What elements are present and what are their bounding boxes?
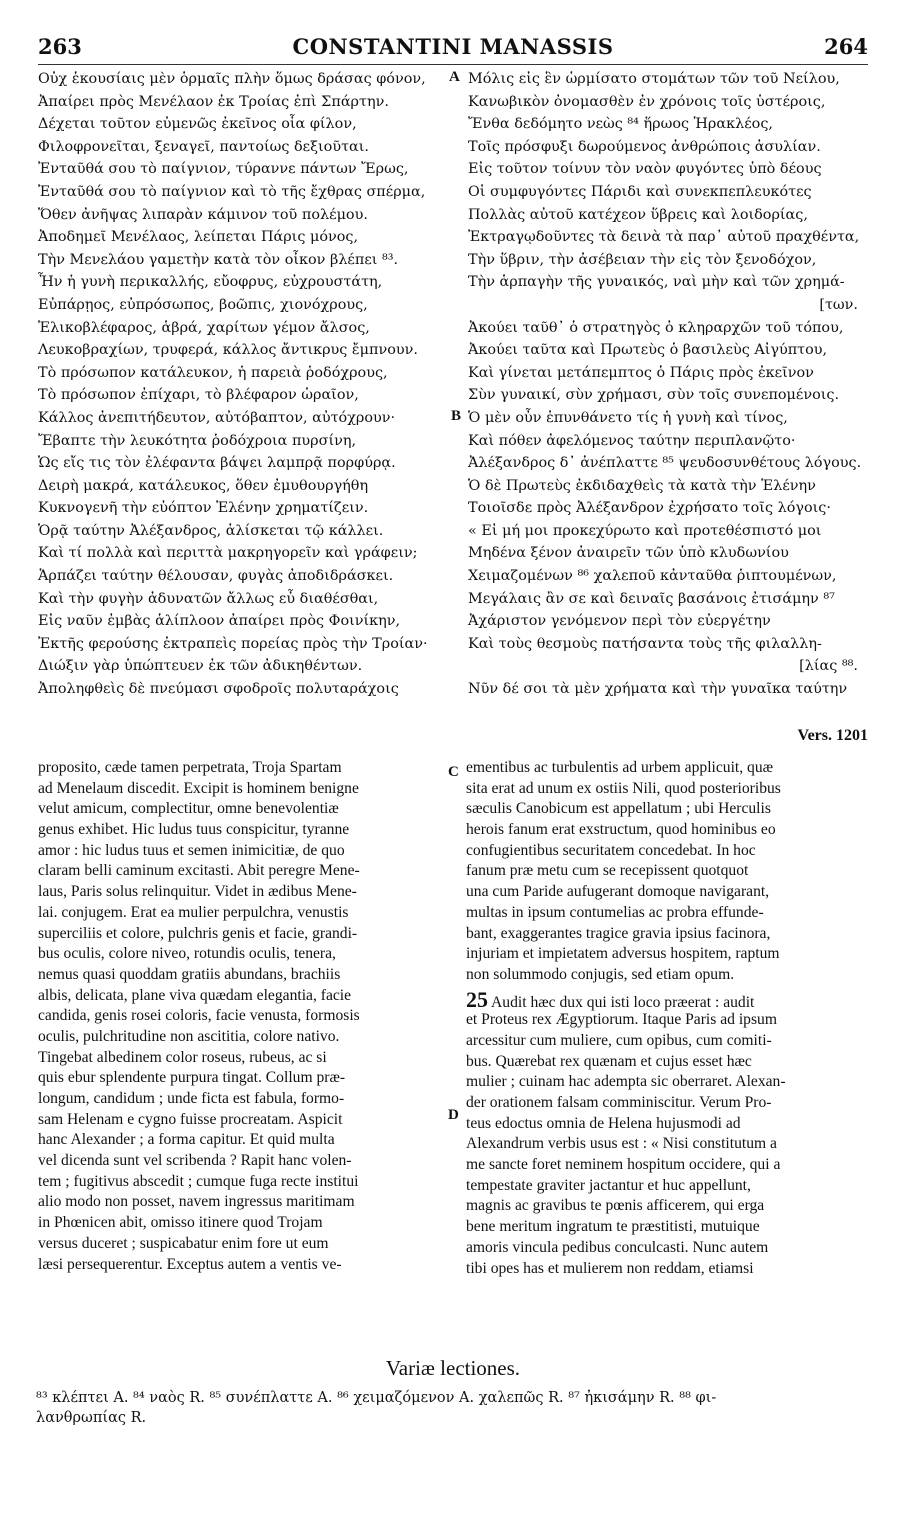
latin-text-line: in Phœnicen abit, omisso itinere quod Trojam — [38, 1214, 323, 1232]
greek-verse-line: Ἑλικοβλέφαρος, ἁβρά, χαρίτων γέμον ἄλσος, — [38, 319, 370, 336]
greek-verse-line: Μεγάλαις ἂν σε καὶ δειναῖς βασάνοις ἐτισάμην ⁸⁷ — [468, 590, 835, 607]
latin-text-line: et Proteus rex Ægyptiorum. Itaque Paris ad ipsum — [466, 1011, 777, 1029]
latin-text-line: teus edoctus omnia de Helena hujusmodi ad — [466, 1114, 741, 1132]
greek-verse-line: Τὸ πρόσωπον ἐπίχαρι, τὸ βλέφαρον ὡραῖον, — [38, 387, 359, 404]
greek-verse-line: Κυκνογενῆ τὴν εὐόπτον Ἑλένην χρηματίζειν. — [38, 500, 369, 517]
latin-text-line: der orationem falsam comminiscitur. Verum Pro- — [466, 1094, 772, 1111]
running-header — [0, 34, 906, 64]
paragraph-number: 25 — [466, 986, 488, 1012]
greek-verse-line: Λευκοβραχίων, τρυφερά, κάλλος ἄντικρυς ἔμπνουν. — [38, 342, 418, 359]
greek-verse-line: Ὡς εἴς τις τὸν ἐλέφαντα βάψει λαμπρᾷ πορφύρᾳ. — [38, 455, 396, 472]
greek-verse-line: Εὐπάρῃος, εὐπρόσωπος, βοῶπις, χιονόχρους, — [38, 296, 368, 313]
latin-column-right — [466, 758, 868, 1279]
latin-text-line: sam Helenam e cygno fuisse procreatam. Aspicit — [38, 1110, 343, 1128]
variant-line-1: ⁸³ κλέπτει A. ⁸⁴ ναὸς R. ⁸⁵ συνέπλαττε A. ⁸⁶ χειμαζόμενον A. χαλεπῶς R. ⁸⁷ ἠκισάμην R. ⁸⁸ φι- — [36, 1390, 717, 1406]
latin-text-line: tem ; fugitivus abscedit ; cumque fuga recte institui — [38, 1172, 359, 1190]
latin-text-line: bus oculis, colore niveo, rotundis oculis, tenera, — [38, 945, 336, 963]
greek-verse-line: Μόλις εἰς ἓν ὡρμίσατο στομάτων τῶν τοῦ Νείλου, — [468, 71, 840, 87]
latin-text-line: claram belli caminum excitasti. Abit peregre Mene- — [38, 862, 360, 880]
greek-verse-line: Ἔνθα δεδόμητο νεὼς ⁸⁴ ἥρωος Ἡρακλέος, — [468, 116, 773, 133]
latin-text-line: sita erat ad unum ex ostiis Nili, quod posterioribus — [466, 779, 781, 797]
variae-lectiones — [36, 1388, 872, 1428]
latin-text-line: sæculis Canobicum est appellatum ; ubi Herculis — [466, 800, 771, 818]
greek-verse-line: Ἁρπάζει ταύτην θέλουσαν, φυγὰς ἀποδιδράσκει. — [38, 568, 394, 585]
latin-text-line: genus exhibet. Hic ludus tuus conspicitur, tyranne — [38, 821, 350, 839]
greek-verse-line: Μηδένα ξένον ἀναιρεῖν τῶν ὑπὸ κλυδωνίου — [468, 545, 789, 562]
latin-text-line: mulier ; cuinam hac adempta sic oberraret. Alexan- — [466, 1073, 786, 1091]
greek-verse-line: Φιλοφρονεῖται, ξεναγεῖ, παντοίως δεξιοῦται. — [38, 138, 369, 155]
page-number-right: 264 — [824, 34, 868, 59]
latin-text-line: bene meritum ingratum te præstitisti, mutuique — [466, 1218, 760, 1236]
latin-text-line: ementibus ac turbulentis ad urbem applicuit, quæ — [466, 759, 774, 776]
latin-text-line: candida, genis rosei coloris, facie venusta, formosis — [38, 1007, 360, 1025]
greek-column-right — [468, 68, 868, 701]
greek-verse-line: Εἰς ναῦν ἐμβὰς ἁλίπλοον ἀπαίρει πρὸς Φοινίκην, — [38, 613, 401, 630]
greek-verse-line: Δειρὴ μακρά, κατάλευκος, ὅθεν ἐμυθουργήθη — [38, 477, 369, 494]
greek-verse-line: Κάλλος ἀνεπιτήδευτον, αὐτόβαπτον, αὐτόχρουν· — [38, 409, 396, 426]
page-number-left: 263 — [38, 34, 82, 59]
greek-verse-line: Ἔβαπτε τὴν λευκότητα ῥοδόχροια πυρσίνη, — [38, 432, 357, 449]
margin-letter-d: D — [448, 1107, 459, 1123]
greek-verse-line: Χειμαζομένων ⁸⁶ χαλεποῦ κἀνταῦθα ῥιπτουμένων, — [468, 568, 837, 585]
latin-text-line: velut amicum, complectitur, omne benevolentiæ — [38, 800, 339, 818]
greek-verse-line: Ἀποληφθεὶς δὲ πνεύμασι σφοδροῖς πολυταράχοις — [38, 681, 399, 698]
latin-text-line: hanc Alexander ; a forma capitur. Et quid multa — [38, 1131, 335, 1149]
header-rule — [38, 64, 868, 65]
latin-text-line: proposito, cæde tamen perpetrata, Troja Spartam — [38, 759, 342, 776]
greek-verse-line: Τοῖς πρόσφυξι δωρούμενος ἀνθρώποις ἀσυλίαν. — [468, 138, 821, 155]
latin-text-line: læsi persequerentur. Exceptus autem a ventis ve- — [38, 1255, 342, 1273]
margin-letter-b: B — [451, 408, 462, 424]
latin-text-line: laus, Paris solus relinquitur. Videt in ædibus Mene- — [38, 883, 357, 901]
latin-text-line: vel dicenda sunt vel scribenda ? Rapit hanc volen- — [38, 1152, 352, 1170]
latin-text-line: magnis ac gravibus te pœnis afficerem, qui erga — [466, 1197, 765, 1215]
greek-verse-line: Τὴν ἁρπαγὴν τῆς γυναικός, ναὶ μὴν καὶ τῶν χρημά- — [468, 274, 845, 291]
greek-verse-line: [λίας ⁸⁸. — [799, 658, 858, 675]
greek-verse-line: Ἀχάριστον γενόμενον περὶ τὸν εὐεργέτην — [468, 613, 771, 630]
greek-verse-line: Ἀκούει ταῦθ᾽ ὁ στρατηγὸς ὁ κληραρχῶν τοῦ τόπου, — [468, 319, 844, 336]
greek-verse-line: Ἐνταῦθά σου τὸ παίγνιον, τύραννε πάντων Ἔρως, — [38, 161, 409, 178]
latin-text-line: amor : hic ludus tuus et semen inimicitiæ, de quo — [38, 841, 345, 859]
latin-text-line: ad Menelaum discedit. Excipit is hominem benigne — [38, 779, 359, 797]
greek-verse-line: Τὸ πρόσωπον κατάλευκον, ἡ παρειὰ ῥοδόχρους, — [38, 364, 388, 381]
greek-column-left — [38, 68, 448, 701]
margin-letter-c: C — [448, 764, 459, 780]
greek-verse-line: Νῦν δέ σοι τὰ μὲν χρήματα καὶ τὴν γυναῖκα ταύτην — [468, 681, 848, 698]
latin-text-line: lai. conjugem. Erat ea mulier perpulchra, venustis — [38, 903, 349, 921]
greek-verse-line: Σὺν γυναικί, σὺν χρήμασι, σὺν τοῖς συνεπομένοις. — [468, 387, 840, 404]
latin-text-line: amoris vincula pedibus conculcasti. Nunc autem — [466, 1238, 769, 1256]
greek-verse-line: Δέχεται τοῦτον εὐμενῶς ἐκεῖνος οἷα φίλον, — [38, 116, 357, 133]
latin-text-line: bus. Quærebat rex quænam et cujus esset hæc — [466, 1052, 752, 1070]
latin-text-line: Tingebat albedinem color roseus, rubeus, ac si — [38, 1048, 327, 1066]
latin-text-line: quis ebur splendente purpura tingat. Collum præ- — [38, 1069, 346, 1087]
greek-verse-line: Ἐκτραγῳδοῦντες τὰ δεινὰ τὰ παρ᾽ αὐτοῦ πραχθέντα, — [468, 229, 860, 246]
greek-verse-line: Εἰς τοῦτον τοίνυν τὸν ναὸν φυγόντες ὑπὸ δέους — [468, 161, 822, 178]
greek-verse-line: « Εἰ μή μοι προκεχύρωτο καὶ προτεθέσπιστό μοι — [468, 522, 822, 539]
latin-text-line: arcessitur cum muliere, cum opibus, cum comiti- — [466, 1031, 772, 1049]
greek-verse-line: Καὶ πόθεν ἀφελόμενος ταύτην περιπλανῷτο· — [468, 432, 796, 449]
greek-verse-line: Ἀπαίρει πρὸς Μενέλαον ἐκ Τροίας ἐπὶ Σπάρτην. — [38, 93, 389, 110]
greek-verse-line: Κανωβικὸν ὀνομασθὲν ἐν χρόνοις τοῖς ὑστέροις, — [468, 93, 826, 110]
latin-right-paragraph-25 — [466, 1010, 868, 1279]
latin-column-left — [38, 758, 443, 1275]
latin-text-line: una cum Paride aufugerant domoque navigarant, — [466, 883, 770, 901]
greek-verse-line: Καὶ τί πολλὰ καὶ περιττὰ μακρηγορεῖν καὶ γράφειν; — [38, 545, 418, 562]
latin-text-line: tibi opes has et mulierem non reddam, etiamsi — [466, 1259, 754, 1277]
greek-verse-line: Πολλὰς αὐτοῦ κατέχεον ὕβρεις καὶ λοιδορίας, — [468, 206, 808, 223]
latin-text-line: multas in ipsum contumelias ac probra effunde- — [466, 903, 764, 921]
latin-text-line: bant, exaggerantes tragice gravia ipsius facinora, — [466, 924, 771, 942]
latin-text-line: injuriam et impietatem adversus hospitem, raptum — [466, 945, 780, 963]
latin-text-line: longum, candidum ; unde ficta est fabula, formo- — [38, 1090, 345, 1107]
greek-verse-line: Ὁρᾷ ταύτην Ἀλέξανδρος, ἁλίσκεται τῷ κάλλει. — [38, 522, 384, 539]
latin-text-line: herois fanum erat exstructum, quod hominibus eo — [466, 821, 776, 839]
greek-verse-line: Οὐχ ἑκουσίαις μὲν ὁρμαῖς πλὴν ὅμως δράσας φόνον, — [38, 71, 426, 87]
greek-verse-line: Ὁ δὲ Πρωτεὺς ἐκδιδαχθεὶς τὰ κατὰ τὴν Ἑλένην — [468, 477, 816, 494]
greek-verse-line: Τὴν ὕβριν, τὴν ἀσέβειαν τὴν εἰς τὸν ξενοδόχον, — [468, 251, 817, 268]
latin-text-line: oculis, pulchritudine non ascititia, colore nativo. — [38, 1027, 340, 1045]
greek-verse-line: Ὅθεν ἀνῆψας λιπαρὰν κάμινον τοῦ πολέμου. — [38, 206, 368, 223]
greek-verse-line: Τὴν Μενελάου γαμετὴν κατὰ τὸν οἶκον βλέπει ⁸³. — [38, 251, 399, 268]
latin-text-line: albis, delicata, plane viva quædam elegantia, facie — [38, 986, 352, 1004]
verse-marker: Vers. 1201 — [797, 727, 868, 744]
latin-text-line: Alexandrum verbis usus est : « Nisi constitutum a — [466, 1135, 777, 1153]
running-title: CONSTANTINI MANASSIS — [292, 34, 614, 59]
latin-text-line: fanum præ metu cum se recepissent quotquot — [466, 862, 749, 880]
variant-line-2: λανθρωπίας R. — [36, 1410, 147, 1426]
variae-lectiones-heading: Variæ lectiones. — [385, 1356, 521, 1380]
latin-text-line: confugientibus securitatem concedebat. In hoc — [466, 841, 756, 859]
paragraph-25-first-line — [466, 986, 868, 1012]
greek-verse-line: Ὁ μὲν οὖν ἐπυνθάνετο τίς ἡ γυνὴ καὶ τίνος, — [468, 409, 788, 426]
greek-verse-line: Ἀποδημεῖ Μενέλαος, λείπεται Πάρις μόνος, — [38, 229, 359, 246]
latin-text-line: me sancte foret neminem hospitum occidere, qui a — [466, 1156, 781, 1174]
greek-verse-line: Καὶ τὴν φυγὴν ἀδυνατῶν ἄλλως εὖ διαθέσθαι, — [38, 590, 379, 607]
latin-right-paragraph-1 — [466, 758, 868, 986]
latin-text-line: versus duceret ; suspicabatur enim fore ut eum — [38, 1234, 329, 1252]
margin-letter-a: A — [449, 69, 460, 85]
latin-text-line: non solummodo conjugis, sed etiam opum. — [466, 965, 735, 983]
greek-verse-line: Ἐνταῦθά σου τὸ παίγνιον καὶ τὸ τῆς ἔχθρας σπέρμα, — [38, 183, 426, 200]
latin-text-line: tempestate graviter jactantur et huc appellunt, — [466, 1176, 751, 1194]
greek-verse-line: Ἐκτῆς φερούσης ἐκτραπεὶς πορείας πρὸς τὴν Τροίαν· — [38, 635, 428, 652]
greek-verse-line: Ἀκούει ταῦτα καὶ Πρωτεὺς ὁ βασιλεὺς Αἰγύπτου, — [468, 342, 828, 359]
greek-verse-line: Τοιοῖσδε πρὸς Ἀλέξανδρον ἐχρήσατο τοῖς λόγοις· — [468, 500, 831, 517]
greek-verse-line: Διώξιν γὰρ ὑπώπτευεν ἐκ τῶν ἀδικηθέντων. — [38, 658, 363, 675]
greek-verse-line: Οἱ συμφυγόντες Πάριδι καὶ συνεκπεπλευκότες — [468, 183, 812, 200]
greek-verse-line: Καὶ τοὺς θεσμοὺς πατήσαντα τοὺς τῆς φιλαλλη- — [468, 635, 822, 652]
greek-verse-line: [των. — [819, 296, 858, 313]
greek-verse-line: Ἦν ἡ γυνὴ περικαλλής, εὔοφρυς, εὐχρουστάτη, — [38, 274, 383, 291]
greek-verse-line: Ἀλέξανδρος δ᾽ ἀνέπλαττε ⁸⁵ ψευδοσυνθέτους λόγους. — [468, 455, 862, 472]
paragraph-25-text: Audit hæc dux qui isti loco præerat : audit — [491, 993, 755, 1011]
latin-text-line: alio modo non posset, navem ingressus maritimam — [38, 1193, 355, 1211]
latin-text-line: nemus quasi quoddam gratiis abundans, brachiis — [38, 965, 341, 983]
greek-verse-line: Καὶ γίνεται μετάπεμπτος ὁ Πάρις πρὸς ἐκεῖνον — [468, 364, 814, 381]
latin-text-line: superciliis et colore, pulchris genis et facie, grandi- — [38, 924, 358, 942]
